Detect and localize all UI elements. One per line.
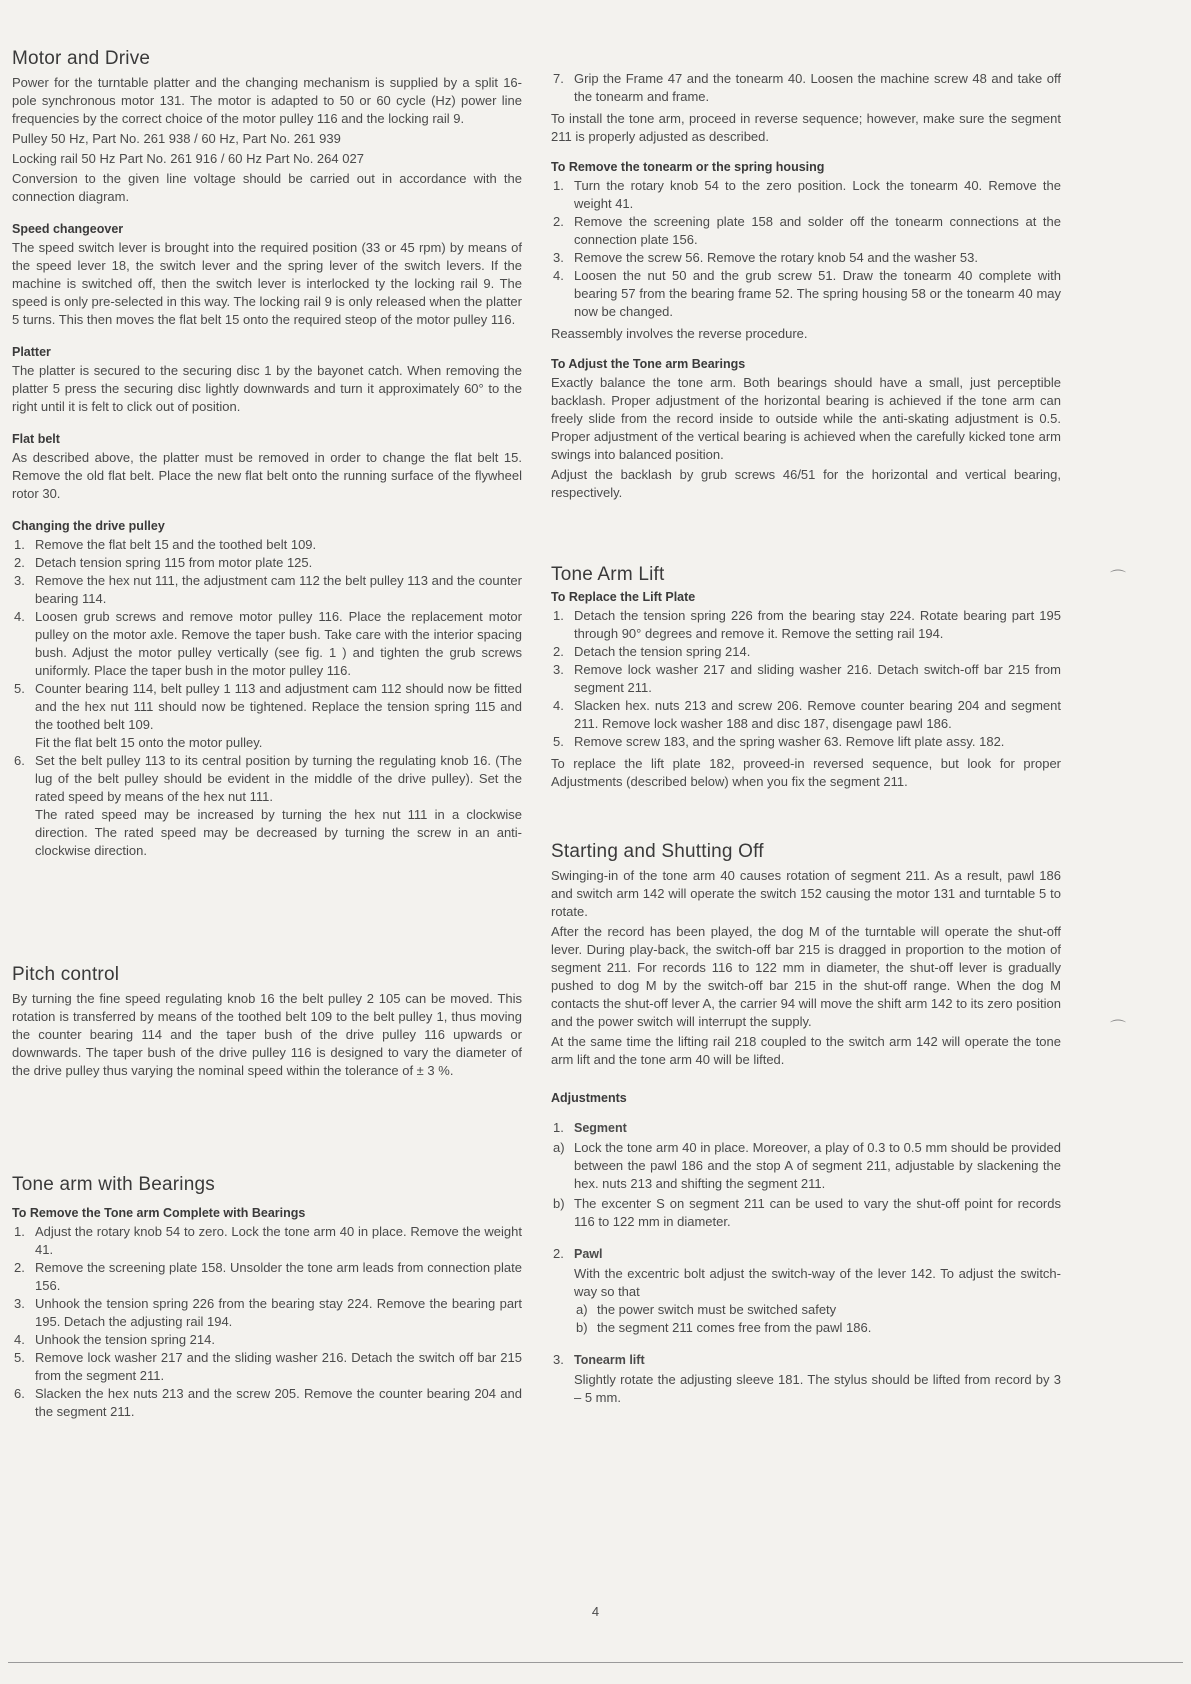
motor-intro: Power for the turntable platter and the changing mechanism is supplied by a split 16-pole synchronous motor 131. The motor is adapted to 50 or 60 cycle (Hz) power line frequencies by the correct choice of the motor pulley 116 and the locking rail 9. [12, 75, 522, 126]
list-item: 2. Remove the screening plate 158. Unsolder the tone arm leads from connection plate 156. [14, 1260, 522, 1293]
lift-plate-steps [551, 607, 1061, 751]
scan-mark: ⌒ [1110, 1020, 1127, 1037]
reassembly-note: Reassembly involves the reverse procedure. [551, 326, 808, 341]
list-item: 5. Remove screw 183, and the spring washer 63. Remove lift plate assy. 182. [553, 734, 1005, 749]
replace-lift-plate-note: To replace the lift plate 182, proveed-in reversed sequence, but look for proper Adjustments (described below) when you fix the segment 211. [551, 756, 1061, 789]
adjust-bearings-text: Exactly balance the tone arm. Both bearings should have a small, just perceptible backlash. Proper adjustment of the horizontal bearing is achieved if the tone arm can freely slide from the record inside to outside while the anti-skating adjustment is 0.5. Proper adjustment of the vertical bearing is achieved when the carefully kicked tone arm swings into balanced position. [551, 375, 1061, 462]
starting-text-1: Swinging-in of the tone arm 40 causes rotation of segment 211. As a result, pawl 186 and switch arm 142 will operate the switch 152 causing the motor 131 and turntable 5 to rotate. [551, 868, 1061, 919]
platter-text: The platter is secured to the securing disc 1 by the bayonet catch. When removing the platter 5 press the securing disc lightly downwards and turn it approximately 60° to the right until it is felt to click out of position. [12, 363, 522, 414]
list-item: 4. Loosen the nut 50 and the grub screw 51. Draw the tonearm 40 complete with bearing 57 from the bearing frame 52. The spring housing 58 or the tonearm 40 may now be changed. [553, 268, 1061, 319]
section-title-tone-arm-lift: Tone Arm Lift [551, 564, 665, 585]
list-item: 4. Slacken hex. nuts 213 and screw 206. Remove counter bearing 204 and segment 211. Remove lock washer 188 and disc 187, disengage pawl 186. [553, 698, 1061, 731]
section-title-motor-drive: Motor and Drive [12, 48, 151, 69]
pulley-part-numbers: Pulley 50 Hz, Part No. 261 938 / 60 Hz, Part No. 261 939 [12, 131, 341, 146]
list-item: 2. Detach the tension spring 214. [553, 644, 751, 659]
install-note: To install the tone arm, proceed in reverse sequence; however, make sure the segment 211 is properly adjusted as described. [551, 111, 1061, 144]
speed-changeover-title: Speed changeover [12, 222, 124, 236]
adjust-bearings-text-2: Adjust the backlash by grub screws 46/51 for the horizontal and vertical bearing, respectively. [551, 467, 1061, 500]
section-title-tone-arm-bearings: Tone arm with Bearings [12, 1174, 215, 1195]
list-item: 3. Remove lock washer 217 and sliding washer 216. Detach switch-off bar 215 from segment 211. [553, 662, 1061, 695]
remove-tone-arm-steps [12, 1223, 522, 1421]
list-item: a) Lock the tone arm 40 in place. Moreover, a play of 0.3 to 0.5 mm should be provided between the pawl 186 and the stop A of segment 211, adjustable by slackening the hex. nuts 213 and shifting the segment 211. [553, 1140, 1061, 1191]
list-item: 1. Remove the flat belt 15 and the toothed belt 109. [14, 537, 317, 552]
list-item: 6. Slacken the hex nuts 213 and the screw 205. Remove the counter bearing 204 and the segment 211. [14, 1386, 522, 1419]
adjustments-title: Adjustments [551, 1091, 627, 1105]
rail-part-numbers: Locking rail 50 Hz Part No. 261 916 / 60 Hz Part No. 264 027 [12, 151, 364, 166]
speed-changeover-text: The speed switch lever is brought into the required position (33 or 45 rpm) by means of the speed lever 18, the switch lever and the spring lever of the switch levers. If the machine is switched off, then the switch lever is interlocked ty the locking rail 9. The speed is only pre-selected in this way. The locking rail 9 is only released when the platter 5 turns. This then moves the flat belt 15 onto the required steop of the motor pulley 116. [12, 240, 522, 327]
list-item: 2. Pawl With the excentric bolt adjust the switch-way of the lever 142. To adjust the switch-way so that a) the power switch must be switched safety b) the segment 211 comes free from the pawl 186. [553, 1246, 1061, 1335]
spring-housing-title: To Remove the tonearm or the spring housing [551, 160, 825, 174]
platter-title: Platter [12, 345, 51, 359]
drive-pulley-steps [12, 536, 522, 860]
list-item: 5. Counter bearing 114, belt pulley 1 113 and adjustment cam 112 should now be fitted and the hex nut 111 should now be tightened. Replace the tension spring 115 and the toothed belt 109. Fit the flat belt 15 onto the motor pulley. [14, 681, 522, 750]
flat-belt-text: As described above, the platter must be removed in order to change the flat belt 15. Remove the old flat belt. Place the new flat belt onto the running surface of the flywheel rotor 30. [12, 450, 522, 501]
spring-housing-steps [551, 177, 1061, 321]
left-column [12, 44, 522, 1421]
right-column [551, 70, 1061, 1407]
list-item: 3. Remove the hex nut 111, the adjustment cam 112 the belt pulley 113 and the counter bearing 114. [14, 573, 522, 606]
section-title-starting: Starting and Shutting Off [551, 841, 764, 862]
flat-belt-title: Flat belt [12, 432, 60, 446]
pitch-control-text: By turning the fine speed regulating knob 16 the belt pulley 2 105 can be moved. This rotation is transferred by means of the toothed belt 109 to the belt pulley 1, thus moving the counter bearing 114 and the taper bush of the drive pulley 116 upwards or downwards. The taper bush of the drive pulley 116 is designed to vary the diameter of the drive pulley thus varying the nominal speed within the tolerance of ± 3 %. [12, 991, 522, 1078]
drive-pulley-title: Changing the drive pulley [12, 519, 165, 533]
replace-lift-plate-title: To Replace the Lift Plate [551, 590, 696, 604]
list-item: 1. Segment [553, 1120, 627, 1135]
scan-mark: ⌒ [1110, 570, 1127, 587]
list-item: a) the power switch must be switched safety [576, 1302, 837, 1317]
list-item: 3. Tonearm lift Slightly rotate the adjusting sleeve 181. The stylus should be lifted from record by 3 – 5 mm. [553, 1352, 1061, 1405]
adjust-bearings-title: To Adjust the Tone arm Bearings [551, 357, 746, 371]
list-item: 4. Loosen grub screws and remove motor pulley 116. Place the replacement motor pulley on the motor axle. Remove the taper bush. Take care with the interior spacing bush. Adjust the motor pulley vertically (see fig. 1 ) and tighten the grub screws uniformly. Place the taper bush in the motor pulley 116. [14, 609, 522, 678]
list-item: 3. Unhook the tension spring 226 from the bearing stay 224. Remove the bearing part 195. Detach the adjusting rail 194. [14, 1296, 522, 1329]
list-item: 2. Remove the screening plate 158 and solder off the tonearm connections at the connection plate 156. [553, 214, 1061, 247]
list-item: b) The excenter S on segment 211 can be used to vary the shut-off point for records 116 to 122 mm in diameter. [553, 1196, 1061, 1229]
conversion-note: Conversion to the given line voltage should be carried out in accordance with the connection diagram. [12, 171, 522, 204]
list-item: 1. Turn the rotary knob 54 to the zero position. Lock the tonearm 40. Remove the weight 41. [553, 178, 1061, 211]
list-item: 1. Detach the tension spring 226 from the bearing stay 224. Rotate bearing part 195 through 90° degrees and remove it. Remove the setting rail 194. [553, 608, 1061, 641]
list-item: 1. Adjust the rotary knob 54 to zero. Lock the tone arm 40 in place. Remove the weight 41. [14, 1224, 522, 1257]
list-item: 6. Set the belt pulley 113 to its central position by turning the regulating knob 16. (The lug of the belt pulley should be evident in the middle of the drive pulley). Set the rated speed by means of the hex nut 111. The rated speed may be increased by turning the hex nut 111 in a clockwise direction. The rated speed may be decreased by turning the screw in an anti-clockwise direction. [14, 753, 522, 858]
adjustments-list [551, 1119, 1061, 1407]
page-number: 4 [591, 1604, 600, 1619]
starting-text-2: After the record has been played, the dog M of the turntable will operate the shut-off lever. During play-back, the switch-off bar 215 is dragged in proportion to the motion of segment 211. For records 116 to 122 mm in diameter, the shut-off lever is gradually pushed to dog M by the switch-off bar 215 in the shut-off range. When the dog M contacts the shut-off lever A, the carrier 94 will move the shift arm 142 to its zero position and the power switch will interrupt the supply. [551, 924, 1061, 1029]
remove-tone-arm-title: To Remove the Tone arm Complete with Bearings [12, 1206, 306, 1220]
list-item: b) the segment 211 comes free from the pawl 186. [576, 1320, 872, 1335]
list-item: 7. Grip the Frame 47 and the tonearm 40. Loosen the machine screw 48 and take off the tonearm and frame. [553, 71, 1061, 104]
section-title-pitch-control: Pitch control [12, 964, 120, 985]
list-item: 2. Detach tension spring 115 from motor plate 125. [14, 555, 313, 570]
starting-text-3: At the same time the lifting rail 218 coupled to the switch arm 142 will operate the tone arm lift and the tone arm 40 will be lifted. [551, 1034, 1061, 1067]
remove-tone-arm-steps-continued [551, 70, 1061, 106]
list-item: 4. Unhook the tension spring 214. [14, 1332, 215, 1347]
list-item: 5. Remove lock washer 217 and the sliding washer 216. Detach the switch off bar 215 from the segment 211. [14, 1350, 522, 1383]
page-bottom-rule [8, 1662, 1183, 1663]
list-item: 3. Remove the screw 56. Remove the rotary knob 54 and the washer 53. [553, 250, 978, 265]
